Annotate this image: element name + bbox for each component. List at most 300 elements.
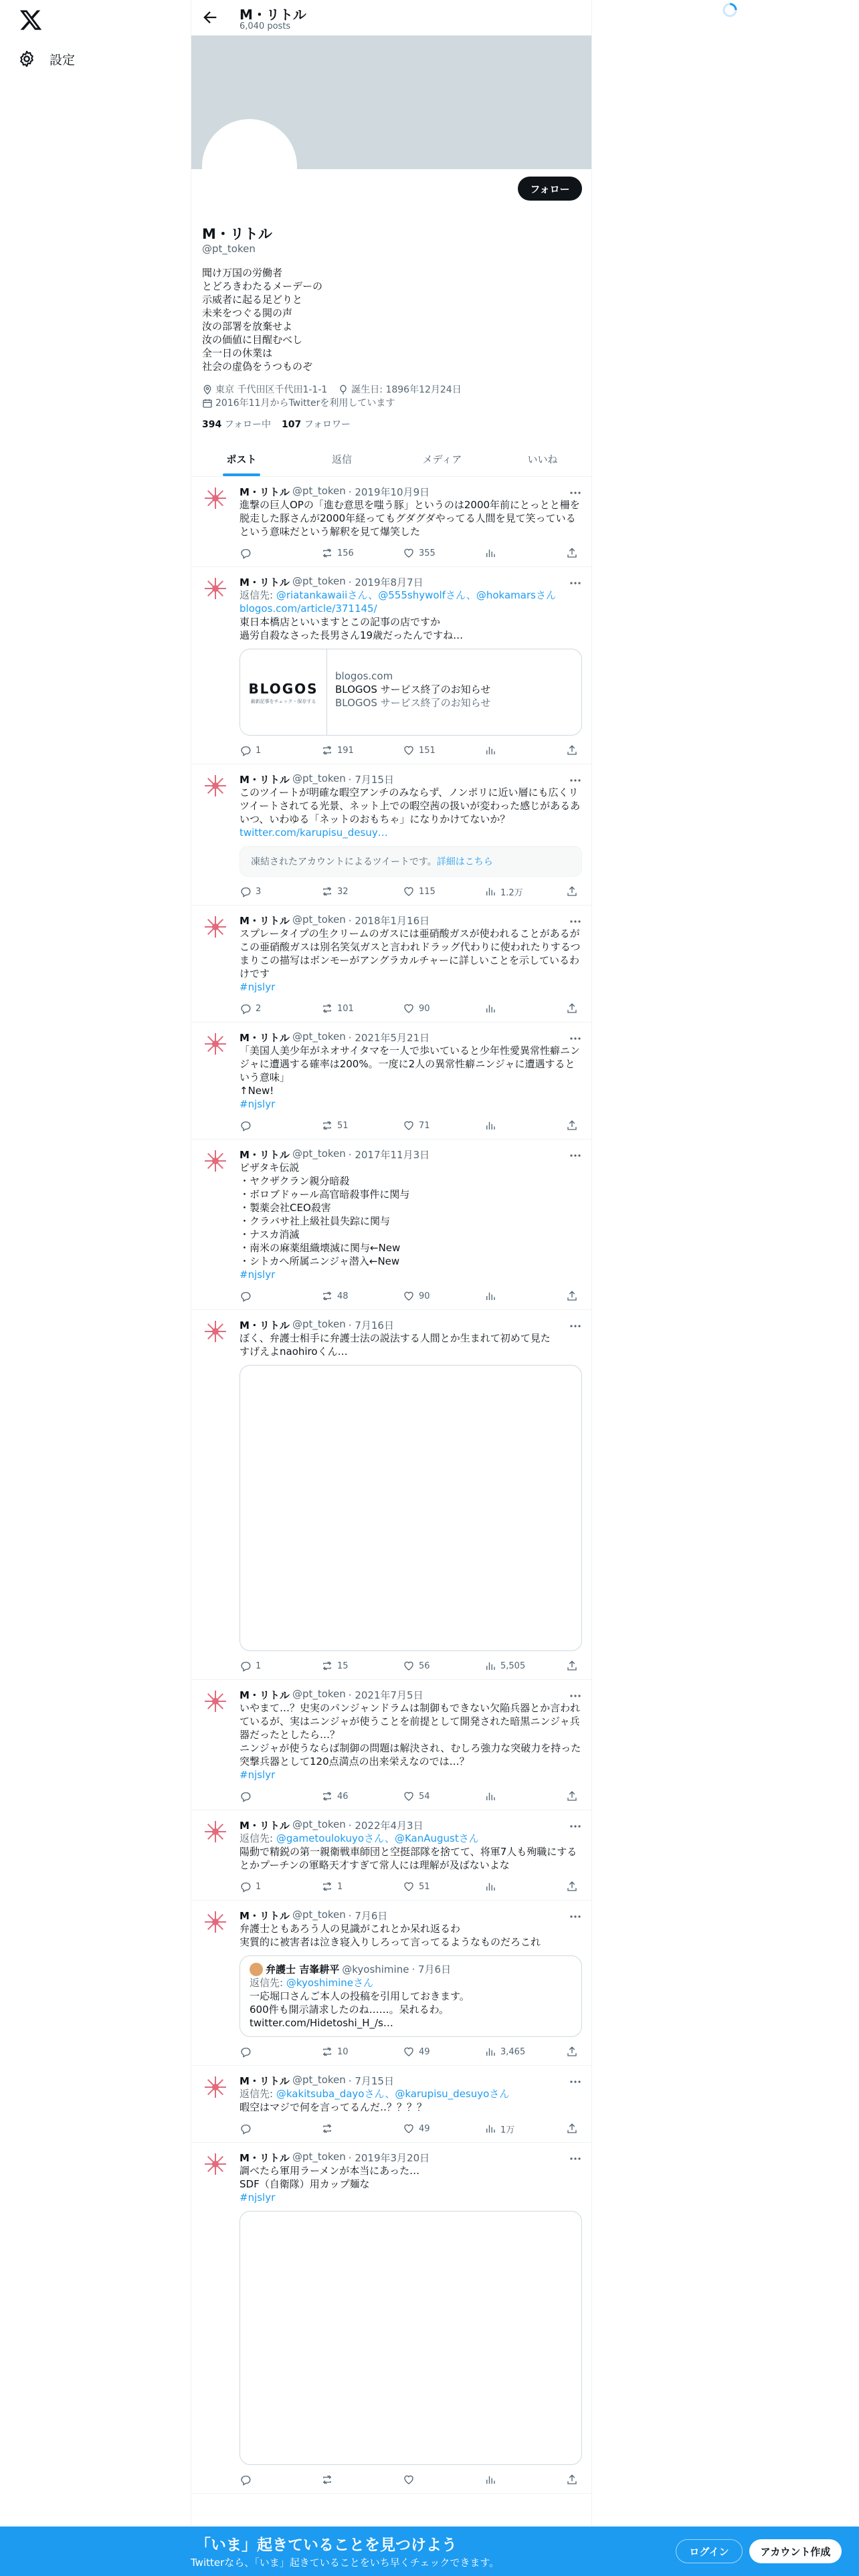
tweet-text-line: 「美国人美少年がネオサイタマを一人で歩いていると少年性愛異常性癖ニンジャに遭遇する確率は200%。一度に2人の異常性癖ニンジャに遭遇するという意味」 bbox=[240, 1045, 580, 1083]
avatar-image bbox=[202, 1818, 229, 1845]
retweet-count: 46 bbox=[337, 1791, 349, 1802]
views-icon bbox=[484, 1790, 496, 1802]
quoted-tweet-text-line: 一応堀口さんご本人の投稿を引用しておきます。 bbox=[250, 1990, 470, 2002]
views-icon bbox=[484, 1002, 496, 1014]
nav-settings[interactable] bbox=[17, 45, 75, 72]
tweet-author-name[interactable]: M・リトル bbox=[240, 915, 290, 927]
suspended-notice bbox=[240, 846, 582, 877]
tweet-date[interactable]: · 2019年10月9日 bbox=[348, 486, 430, 498]
more-options-icon[interactable] bbox=[569, 1149, 582, 1162]
views-count: 3,465 bbox=[500, 2046, 526, 2057]
tweet-text-line: 実質的に被害者は泣き寝入りしろって言ってるようなものだろこれ bbox=[240, 1936, 541, 1948]
more-options-icon[interactable] bbox=[569, 1820, 582, 1833]
more-options-icon[interactable] bbox=[569, 774, 582, 787]
tweet-hashtag[interactable]: #njslyr bbox=[240, 1269, 276, 1281]
signup-banner-title: 「いま」起きていることを見つけよう bbox=[195, 2537, 457, 2554]
like-button[interactable] bbox=[403, 883, 462, 899]
share-button[interactable] bbox=[566, 742, 579, 758]
quoted-tweet[interactable] bbox=[240, 1955, 582, 2037]
tweet-avatar[interactable] bbox=[202, 1031, 229, 1057]
tweet[interactable] bbox=[191, 1680, 592, 1810]
tweet-date[interactable]: · 2019年3月20日 bbox=[348, 2152, 430, 2164]
tweet-avatar[interactable] bbox=[202, 1318, 229, 1345]
retweet-icon bbox=[321, 547, 333, 559]
retweet-icon bbox=[321, 1881, 333, 1893]
avatar-image bbox=[202, 485, 229, 512]
reply-button[interactable] bbox=[240, 2472, 298, 2488]
like-count: 49 bbox=[419, 2046, 430, 2057]
retweet-button[interactable] bbox=[321, 2472, 380, 2488]
tweet[interactable] bbox=[191, 477, 592, 567]
tweet[interactable] bbox=[191, 1310, 592, 1680]
signup-banner-subtitle: Twitterなら、「いま」起きていることをいち早くチェックできます。 bbox=[191, 2557, 500, 2569]
like-icon bbox=[403, 2123, 415, 2135]
tweet-header bbox=[240, 575, 582, 588]
avatar-image bbox=[202, 2074, 229, 2101]
tweet-date[interactable]: · 2022年4月3日 bbox=[348, 1820, 423, 1832]
tweet-actions bbox=[240, 2472, 582, 2488]
reply-icon bbox=[240, 2474, 252, 2486]
tweet-header bbox=[240, 1031, 582, 1044]
followers-count: 107 bbox=[282, 419, 302, 430]
tweet-text bbox=[240, 2101, 582, 2114]
views-button[interactable] bbox=[484, 2044, 543, 2060]
tweet-author-handle[interactable]: @pt_token bbox=[292, 2151, 346, 2163]
tweet-author-handle[interactable]: @pt_token bbox=[292, 1818, 346, 1830]
tweet-author-handle[interactable]: @pt_token bbox=[292, 485, 346, 497]
tweet-text-line: ・ナスカ消滅 bbox=[240, 1228, 300, 1241]
tweet-text-line: ニンジャが使うならば制御の問題は解決され、むしろ強力な突破力を持った突撃兵器として120点満点の出来栄えなのでは…？ bbox=[240, 1742, 581, 1767]
login-button[interactable]: ログイン bbox=[676, 2539, 743, 2563]
tweet-text bbox=[240, 1044, 582, 1111]
reply-icon bbox=[240, 2046, 252, 2058]
retweet-icon bbox=[321, 1119, 333, 1132]
tweet-link[interactable]: twitter.com/karupisu_desuy… bbox=[240, 827, 388, 839]
retweet-count: 32 bbox=[337, 886, 349, 897]
tweet[interactable] bbox=[191, 1023, 592, 1140]
nav-settings-label: 設定 bbox=[50, 52, 76, 68]
quoted-reply-prefix: 返信先: bbox=[250, 1977, 286, 1989]
tweet-author-name[interactable]: M・リトル bbox=[240, 486, 290, 498]
like-icon bbox=[403, 1881, 415, 1893]
profile-birthday bbox=[338, 383, 461, 397]
tweet-actions bbox=[240, 1288, 582, 1304]
share-icon bbox=[566, 1881, 578, 1893]
retweet-button[interactable] bbox=[321, 742, 380, 758]
like-count: 355 bbox=[419, 548, 436, 558]
like-icon bbox=[403, 744, 415, 756]
back-arrow-icon[interactable] bbox=[201, 8, 219, 27]
like-button[interactable] bbox=[403, 1788, 462, 1804]
joined-text: 2016年11月からTwitterを利用しています bbox=[215, 398, 395, 409]
share-button[interactable] bbox=[566, 2121, 579, 2137]
more-options-icon[interactable] bbox=[569, 1319, 582, 1333]
like-icon bbox=[403, 1002, 415, 1014]
tweet-text-line: ぼく、弁護士相手に弁護士法の説法する人間とか生まれて初めて見た bbox=[240, 1332, 551, 1344]
share-icon bbox=[566, 1002, 578, 1014]
tweet[interactable] bbox=[191, 1810, 592, 1901]
signup-button[interactable]: アカウント作成 bbox=[749, 2539, 842, 2563]
retweet-button[interactable] bbox=[321, 1658, 380, 1674]
tab-media[interactable]: メディア bbox=[422, 453, 462, 465]
tweet-author-handle[interactable]: @pt_token bbox=[292, 1031, 346, 1043]
tweet-text bbox=[240, 2164, 582, 2204]
notice-text: 凍結されたアカウントによるツイートです。 bbox=[251, 857, 437, 867]
share-icon bbox=[566, 547, 578, 559]
retweet-button[interactable] bbox=[321, 2121, 380, 2137]
like-count: 90 bbox=[419, 1291, 430, 1301]
like-button[interactable] bbox=[403, 2044, 462, 2060]
like-icon bbox=[403, 2474, 415, 2486]
card-logo-subtext: 最新記事をチェック・保存する bbox=[250, 699, 316, 704]
like-button[interactable] bbox=[403, 2472, 462, 2488]
views-button[interactable] bbox=[484, 1000, 543, 1016]
share-button[interactable] bbox=[566, 545, 579, 561]
quoted-tweet-text-line: 600件も開示請求したのね……。呆れるわ。 bbox=[250, 2004, 450, 2016]
tweet-text-line: 陽動で精鋭の第一親衛戦車師団と空挺部隊を捨てて、将軍7人も殉職にするとかプーチンの軍略天才すぎて常人には理解が及ばないよな bbox=[240, 1846, 577, 1871]
tweet-text bbox=[240, 1701, 582, 1782]
like-button[interactable] bbox=[403, 1117, 462, 1134]
views-icon bbox=[484, 1881, 496, 1893]
retweet-button[interactable] bbox=[321, 1288, 380, 1304]
quoted-tweet-avatar bbox=[250, 1963, 263, 1976]
tweet-avatar[interactable] bbox=[202, 485, 229, 512]
tweet[interactable] bbox=[191, 1140, 592, 1310]
tweet-author-handle[interactable]: @pt_token bbox=[292, 2074, 346, 2086]
reply-count: 1 bbox=[256, 1660, 262, 1671]
more-options-icon[interactable] bbox=[569, 2075, 582, 2088]
tweet-avatar[interactable] bbox=[202, 914, 229, 940]
share-button[interactable] bbox=[566, 1879, 579, 1895]
tweet-media[interactable] bbox=[240, 2211, 582, 2465]
tweet-author-name[interactable]: M・リトル bbox=[240, 1149, 290, 1161]
retweet-button[interactable] bbox=[321, 545, 380, 561]
like-button[interactable] bbox=[403, 1879, 462, 1895]
profile-meta bbox=[202, 383, 462, 410]
tweet-hashtag[interactable]: #njslyr bbox=[240, 1769, 276, 1781]
views-icon bbox=[484, 1290, 496, 1302]
tweet-link[interactable]: blogos.com/article/371145/ bbox=[240, 603, 377, 615]
tweet-avatar[interactable] bbox=[202, 1688, 229, 1715]
more-options-icon[interactable] bbox=[569, 1689, 582, 1703]
retweet-count: 15 bbox=[337, 1660, 349, 1671]
tweet-date[interactable]: · 2018年1月16日 bbox=[348, 915, 430, 927]
reply-to-line bbox=[240, 588, 582, 602]
tweet-header bbox=[240, 1148, 582, 1161]
reply-button[interactable] bbox=[240, 1000, 298, 1016]
location-text: 東京 千代田区千代田1-1-1 bbox=[215, 385, 328, 395]
like-count: 54 bbox=[419, 1791, 430, 1802]
followers-link[interactable] bbox=[282, 417, 351, 431]
profile-follow-stats bbox=[202, 417, 351, 431]
like-button[interactable] bbox=[403, 1658, 462, 1674]
views-count: 1.2万 bbox=[500, 887, 523, 898]
gear-icon bbox=[17, 49, 36, 68]
tweet-text-line: 過労自殺なさった長男さん19歳だったんですね… bbox=[240, 629, 464, 641]
like-count: 90 bbox=[419, 1003, 430, 1014]
views-button[interactable] bbox=[484, 742, 543, 758]
views-button[interactable] bbox=[484, 545, 543, 561]
reply-button[interactable] bbox=[240, 2121, 298, 2137]
tweet[interactable] bbox=[191, 2066, 592, 2143]
reply-button[interactable] bbox=[240, 1288, 298, 1304]
bio-line: 未来をつぐる閧の声 bbox=[202, 307, 293, 319]
views-button[interactable] bbox=[484, 1658, 543, 1674]
loading-spinner-icon bbox=[720, 1, 740, 19]
tweet-text bbox=[240, 1331, 582, 1358]
like-button[interactable] bbox=[403, 545, 462, 561]
tweet-avatar[interactable] bbox=[202, 575, 229, 602]
tweet-header bbox=[240, 2151, 582, 2164]
avatar-image bbox=[202, 575, 229, 602]
reply-icon bbox=[240, 1002, 252, 1014]
avatar-image bbox=[202, 2151, 229, 2177]
tweet-author-handle[interactable]: @pt_token bbox=[292, 575, 346, 587]
tweet-author-name[interactable]: M・リトル bbox=[240, 774, 290, 786]
profile-location bbox=[202, 383, 327, 397]
profile-bio bbox=[202, 266, 577, 373]
more-options-icon[interactable] bbox=[569, 1032, 582, 1045]
link-card[interactable] bbox=[240, 649, 582, 736]
card-domain: blogos.com bbox=[335, 670, 393, 682]
tab-replies[interactable]: 返信 bbox=[331, 453, 352, 465]
tweet[interactable] bbox=[191, 905, 592, 1023]
tweet-avatar[interactable] bbox=[202, 1909, 229, 1935]
retweet-button[interactable] bbox=[321, 883, 380, 899]
tweet-hashtag[interactable]: #njslyr bbox=[240, 2191, 276, 2204]
share-icon bbox=[566, 2046, 578, 2058]
views-button[interactable] bbox=[484, 1117, 543, 1134]
tweet-header bbox=[240, 914, 582, 927]
views-button[interactable] bbox=[484, 2472, 543, 2488]
tweet-author-handle[interactable]: @pt_token bbox=[292, 1688, 346, 1700]
tweet-author-handle[interactable]: @pt_token bbox=[292, 914, 346, 926]
views-button[interactable] bbox=[484, 1879, 543, 1895]
like-count: 151 bbox=[419, 745, 436, 756]
tweet-author-name[interactable]: M・リトル bbox=[240, 2075, 290, 2087]
tweet-avatar[interactable] bbox=[202, 1148, 229, 1174]
share-button[interactable] bbox=[566, 2472, 579, 2488]
more-options-icon[interactable] bbox=[569, 486, 582, 500]
more-options-icon[interactable] bbox=[569, 2152, 582, 2165]
tweet-author-name[interactable]: M・リトル bbox=[240, 1820, 290, 1832]
tweet[interactable] bbox=[191, 1901, 592, 2066]
reply-to-users[interactable]: @kakitsuba_dayoさん、@karupisu_desuyoさん bbox=[276, 2088, 510, 2100]
notice-learn-more-link[interactable]: 詳細はこちら bbox=[436, 857, 493, 867]
tweet-author-name[interactable]: M・リトル bbox=[240, 1689, 290, 1701]
tweet-author-handle[interactable]: @pt_token bbox=[292, 772, 346, 784]
follow-button[interactable]: フォロー bbox=[518, 177, 582, 201]
tweet-text-line: このツイートが明確な暇空アンチのみならず、ノンポリに近い層にも広くリツイートされてる光景、ネット上での暇空茜の扱いが変わった感じがあるあいつ、いわゆる「ネットのおもちゃ」になりかけてないか？ bbox=[240, 786, 581, 825]
like-button[interactable] bbox=[403, 742, 462, 758]
profile-avatar[interactable] bbox=[202, 119, 297, 214]
tweet-author-name[interactable]: M・リトル bbox=[240, 576, 290, 588]
share-button[interactable] bbox=[566, 2044, 579, 2060]
share-icon bbox=[566, 1790, 578, 1802]
tweet-text-line: 進撃の巨人OPの「進む意思を嗤う豚」というのは2000年前にとっとと柵を脱走した豚さんが2000年経ってもグダグダやってる人間を見て笑っているという意味だという解釈を見て爆笑した bbox=[240, 499, 580, 538]
tweet-actions bbox=[240, 2121, 582, 2137]
reply-button[interactable] bbox=[240, 1879, 298, 1895]
tweet-author-handle[interactable]: @pt_token bbox=[292, 1148, 346, 1160]
x-logo-icon[interactable] bbox=[19, 8, 43, 32]
retweet-icon bbox=[321, 2046, 333, 2058]
following-label: フォロー中 bbox=[224, 419, 271, 430]
share-button[interactable] bbox=[566, 1788, 579, 1804]
tweet-text-line: ・クラバサ社上級社員失踪に関与 bbox=[240, 1215, 391, 1227]
tweet-text bbox=[240, 498, 582, 538]
views-icon bbox=[484, 1660, 496, 1672]
retweet-icon bbox=[321, 744, 333, 756]
quoted-reply-users: @kyoshimineさん bbox=[286, 1977, 374, 1989]
reply-button[interactable] bbox=[240, 1658, 298, 1674]
share-icon bbox=[566, 885, 578, 897]
views-count: 5,505 bbox=[500, 1660, 526, 1671]
tweet[interactable] bbox=[191, 2143, 592, 2494]
tweet-author-name[interactable]: M・リトル bbox=[240, 2152, 290, 2164]
more-options-icon[interactable] bbox=[569, 915, 582, 928]
share-button[interactable] bbox=[566, 1658, 579, 1674]
reply-button[interactable] bbox=[240, 742, 298, 758]
tab-likes[interactable]: いいね bbox=[527, 453, 558, 465]
tweet[interactable] bbox=[191, 567, 592, 764]
reply-button[interactable] bbox=[240, 1788, 298, 1804]
reply-to-prefix: 返信先: bbox=[240, 2088, 276, 2100]
bio-line: とどろきわたるメーデーの bbox=[202, 280, 323, 292]
views-button[interactable] bbox=[484, 883, 543, 899]
tweet-header bbox=[240, 1909, 582, 1922]
tweet-avatar[interactable] bbox=[202, 2151, 229, 2177]
tweet-media[interactable] bbox=[240, 1365, 582, 1651]
reply-button[interactable] bbox=[240, 545, 298, 561]
tweet-header bbox=[240, 772, 582, 786]
tweet-text bbox=[240, 927, 582, 994]
like-button[interactable] bbox=[403, 1288, 462, 1304]
tweet[interactable] bbox=[191, 764, 592, 905]
retweet-button[interactable] bbox=[321, 2044, 380, 2060]
calendar-icon bbox=[202, 398, 213, 409]
reply-to-prefix: 返信先: bbox=[240, 1832, 276, 1844]
share-button[interactable] bbox=[566, 1288, 579, 1304]
like-icon bbox=[403, 1290, 415, 1302]
retweet-button[interactable] bbox=[321, 1000, 380, 1016]
tweet-hashtag[interactable]: #njslyr bbox=[240, 981, 276, 993]
tweet-author-handle[interactable]: @pt_token bbox=[292, 1318, 346, 1330]
balloon-icon bbox=[338, 385, 349, 395]
views-icon bbox=[484, 2474, 496, 2486]
reply-count: 3 bbox=[256, 886, 262, 897]
card-logo-text: BLOGOS bbox=[248, 681, 318, 697]
tweet-date[interactable]: · 2017年11月3日 bbox=[348, 1149, 430, 1161]
reply-count: 2 bbox=[256, 1003, 262, 1014]
views-button[interactable] bbox=[484, 1788, 543, 1804]
reply-button[interactable] bbox=[240, 2044, 298, 2060]
avatar-image bbox=[202, 772, 229, 799]
tweet-date[interactable]: · 7月16日 bbox=[348, 1319, 394, 1331]
reply-count: 1 bbox=[256, 745, 262, 756]
retweet-button[interactable] bbox=[321, 1879, 380, 1895]
tweet-author-name[interactable]: M・リトル bbox=[240, 1910, 290, 1922]
tweet-text-line: すげえよnaohiroくん… bbox=[240, 1346, 348, 1358]
tweet-author-handle[interactable]: @pt_token bbox=[292, 1909, 346, 1921]
tweet-avatar[interactable] bbox=[202, 2074, 229, 2101]
tweet-date[interactable]: · 7月15日 bbox=[348, 2075, 394, 2087]
signup-banner bbox=[0, 2527, 859, 2576]
main-column bbox=[191, 0, 592, 2576]
tweet-text-line: ピザタキ伝説 bbox=[240, 1162, 300, 1174]
share-button[interactable] bbox=[566, 883, 579, 899]
like-button[interactable] bbox=[403, 1000, 462, 1016]
avatar-image bbox=[202, 1031, 229, 1057]
bio-line: 社会の虚偽をうつものぞ bbox=[202, 360, 313, 372]
share-icon bbox=[566, 744, 578, 756]
reply-icon bbox=[240, 2123, 252, 2135]
tweet-date[interactable]: · 2021年5月21日 bbox=[348, 1032, 430, 1044]
tweet-actions bbox=[240, 1117, 582, 1134]
more-options-icon[interactable] bbox=[569, 1910, 582, 1923]
retweet-count: 51 bbox=[337, 1120, 349, 1131]
tweet-actions bbox=[240, 1658, 582, 1674]
avatar-image bbox=[202, 1688, 229, 1715]
retweet-button[interactable] bbox=[321, 1788, 380, 1804]
like-button[interactable] bbox=[403, 2121, 462, 2137]
tweet-header bbox=[240, 1818, 582, 1832]
profile-name: M・リトル bbox=[202, 226, 272, 242]
tweet-avatar[interactable] bbox=[202, 1818, 229, 1845]
tweet-avatar[interactable] bbox=[202, 772, 229, 799]
views-button[interactable] bbox=[484, 2121, 543, 2137]
reply-to-users[interactable]: @riatankawaiiさん、@555shywolfさん、@hokamarsさん bbox=[276, 589, 556, 601]
tweet-author-name[interactable]: M・リトル bbox=[240, 1032, 290, 1044]
reply-icon bbox=[240, 744, 252, 756]
reply-icon bbox=[240, 885, 252, 897]
tweet-date[interactable]: · 7月6日 bbox=[348, 1910, 388, 1922]
reply-to-prefix: 返信先: bbox=[240, 589, 276, 601]
retweet-count: 48 bbox=[337, 1291, 349, 1301]
tweet-date[interactable]: · 2019年8月7日 bbox=[348, 576, 423, 588]
reply-button[interactable] bbox=[240, 883, 298, 899]
like-icon bbox=[403, 1790, 415, 1802]
tweet-hashtag[interactable]: #njslyr bbox=[240, 1098, 276, 1110]
tweet-actions bbox=[240, 2044, 582, 2060]
retweet-count: 156 bbox=[337, 548, 354, 558]
tweet-text bbox=[240, 1845, 582, 1872]
tweet-author-name[interactable]: M・リトル bbox=[240, 1319, 290, 1331]
tab-posts[interactable]: ポスト bbox=[191, 441, 292, 476]
retweet-icon bbox=[321, 2474, 333, 2486]
reply-button[interactable] bbox=[240, 1117, 298, 1134]
views-button[interactable] bbox=[484, 1288, 543, 1304]
tweet-date[interactable]: · 2021年7月5日 bbox=[348, 1689, 423, 1701]
header-post-count: 6,040 posts bbox=[240, 21, 291, 31]
share-button[interactable] bbox=[566, 1117, 579, 1134]
more-options-icon[interactable] bbox=[569, 576, 582, 590]
tweet-date[interactable]: · 7月15日 bbox=[348, 774, 394, 786]
tweet-text bbox=[240, 786, 582, 839]
following-link[interactable] bbox=[202, 417, 271, 431]
retweet-button[interactable] bbox=[321, 1117, 380, 1134]
tweet-text bbox=[240, 1161, 582, 1281]
like-icon bbox=[403, 1119, 415, 1132]
share-button[interactable] bbox=[566, 1000, 579, 1016]
reply-to-users[interactable]: @gametoulokuyoさん、@KanAugustさん bbox=[276, 1832, 479, 1844]
share-icon bbox=[566, 2123, 578, 2135]
share-icon bbox=[566, 1660, 578, 1672]
tweet-text-line: ・ボロブドゥール高官暗殺事件に関与 bbox=[240, 1188, 410, 1200]
tweet-text bbox=[240, 1922, 582, 1949]
tweet-text-line: いやまて…？史実のパンジャンドラムは制御もできない欠陥兵器とか言われているが、実はニンジャが使うことを前提として開発された暗黒ニンジャ兵器だったとしたら…？ bbox=[240, 1702, 581, 1741]
views-icon bbox=[484, 2046, 496, 2058]
tweet-text-line: 暇空はマジで何を言ってるんだ‥？？？？ bbox=[240, 2101, 427, 2113]
